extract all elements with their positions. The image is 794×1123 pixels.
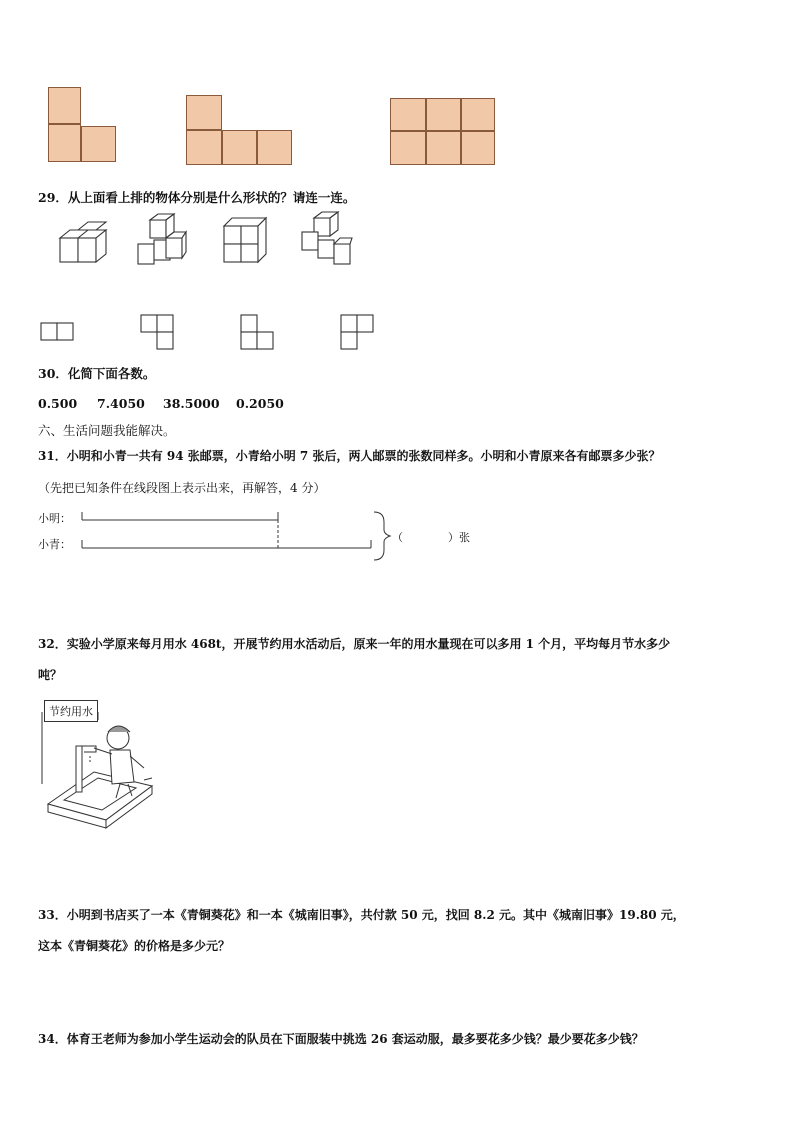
question-33-line1: 33．小明到书店买了一本《青铜葵花》和一本《城南旧事》，共付款 50 元，找回 8.2 元。其中《城南旧事》19.80 元，: [38, 908, 685, 922]
number-1: 0.500: [38, 396, 78, 411]
plan-view-1: [40, 322, 80, 344]
question-31: 31．小明和小青一共有 94 张邮票，小青给小明 7 张后，两人邮票的张数同样多。小明和小青原来各有邮票多少张？: [38, 449, 661, 463]
tile: [186, 95, 222, 130]
tile: [48, 87, 81, 124]
question-33-line2: 这本《青铜葵花》的价格是多少元？: [38, 939, 231, 953]
tile: [257, 130, 292, 165]
segment-diagram: [78, 508, 398, 568]
question-29: 29．从上面看上排的物体分别是什么形状的？请连一连。: [38, 190, 356, 205]
tile: [81, 126, 116, 162]
question-32-line1: 32．实验小学原来每月用水 468t，开展节约用水活动后，原来一年的用水量现在可以多用 1 个月，平均每月节水多少: [38, 637, 671, 651]
answer-bracket-open: （: [392, 531, 403, 544]
cube-figure-4: [300, 212, 356, 266]
number-2: 7.4050: [97, 396, 145, 411]
tile: [426, 131, 461, 165]
cube-figure-1: [50, 222, 110, 272]
question-34: 34．体育王老师为参加小学生运动会的队员在下面服装中挑选 26 套运动服，最多要花多少钱？最少要花多少钱？: [38, 1032, 644, 1046]
question-31-hint: （先把已知条件在线段图上表示出来，再解答，4 分）: [38, 481, 326, 495]
water-saving-sign: 节约用水: [44, 700, 98, 722]
question-30: 30．化简下面各数。: [38, 366, 156, 381]
plan-view-4: [340, 314, 380, 354]
label-xiaoming: 小明：: [38, 512, 71, 525]
label-xiaoqing: 小青：: [38, 538, 71, 551]
answer-bracket-close: ）张: [448, 531, 470, 544]
tile: [390, 98, 426, 131]
cube-figure-2: [136, 218, 186, 270]
tile: [390, 131, 426, 165]
question-32-line2: 吨？: [38, 668, 63, 682]
plan-view-2: [140, 314, 180, 354]
tile: [186, 130, 222, 165]
number-3: 38.5000: [163, 396, 220, 411]
tile: [461, 131, 495, 165]
plan-view-3: [240, 314, 280, 354]
boy-at-faucet-drawing: [40, 700, 160, 830]
tile: [426, 98, 461, 131]
section-six-title: 六、生活问题我能解决。: [38, 423, 176, 438]
tile: [461, 98, 495, 131]
tile: [222, 130, 257, 165]
number-4: 0.2050: [236, 396, 284, 411]
cube-figure-3: [222, 218, 272, 268]
tile: [48, 124, 81, 162]
